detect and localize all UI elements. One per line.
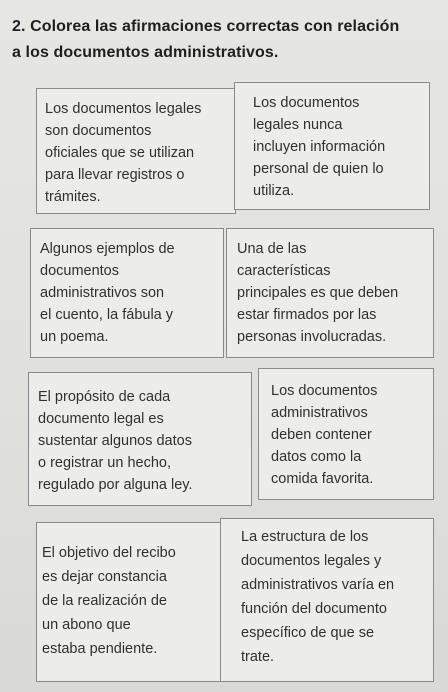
statement-text: La estructura de los documentos legales y administrativos varía en función del documento específico de que se trate.: [241, 529, 395, 665]
statement-box-3-left[interactable]: [28, 372, 252, 506]
statement-text: Los documentos legales son documentos oficiales que se utilizan para llevar registros o trámites.: [45, 101, 202, 205]
statement-box-2-left[interactable]: [30, 228, 224, 358]
statement-text: Algunos ejemplos de documentos administrativos son el cuento, la fábula y un poema.: [40, 241, 175, 345]
statement-box-1-right[interactable]: [234, 82, 430, 210]
statement-box-4-left[interactable]: [36, 522, 226, 682]
statement-box-4-right[interactable]: [220, 518, 434, 682]
question-heading: [12, 14, 432, 66]
statement-text: El objetivo del recibo es dejar constancia de la realización de un abono que estaba pendiente.: [42, 545, 176, 657]
statement-text: Los documentos legales nunca incluyen información personal de quien lo utiliza.: [253, 95, 386, 199]
statement-text: Una de las características principales es que deben estar firmados por las personas involucradas.: [237, 241, 399, 345]
statement-box-1-left[interactable]: [36, 88, 236, 214]
question-line-2: a los documentos administrativos.: [12, 44, 279, 61]
statement-text: El propósito de cada documento legal es sustentar algunos datos o registrar un hecho, regulado por alguna ley.: [38, 389, 193, 493]
statement-box-2-right[interactable]: [226, 228, 434, 358]
statement-box-3-right[interactable]: [258, 368, 434, 500]
question-line-1: 2. Colorea las afirmaciones correctas con relación: [12, 18, 400, 35]
statement-text: Los documentos administrativos deben contener datos como la comida favorita.: [271, 383, 378, 487]
